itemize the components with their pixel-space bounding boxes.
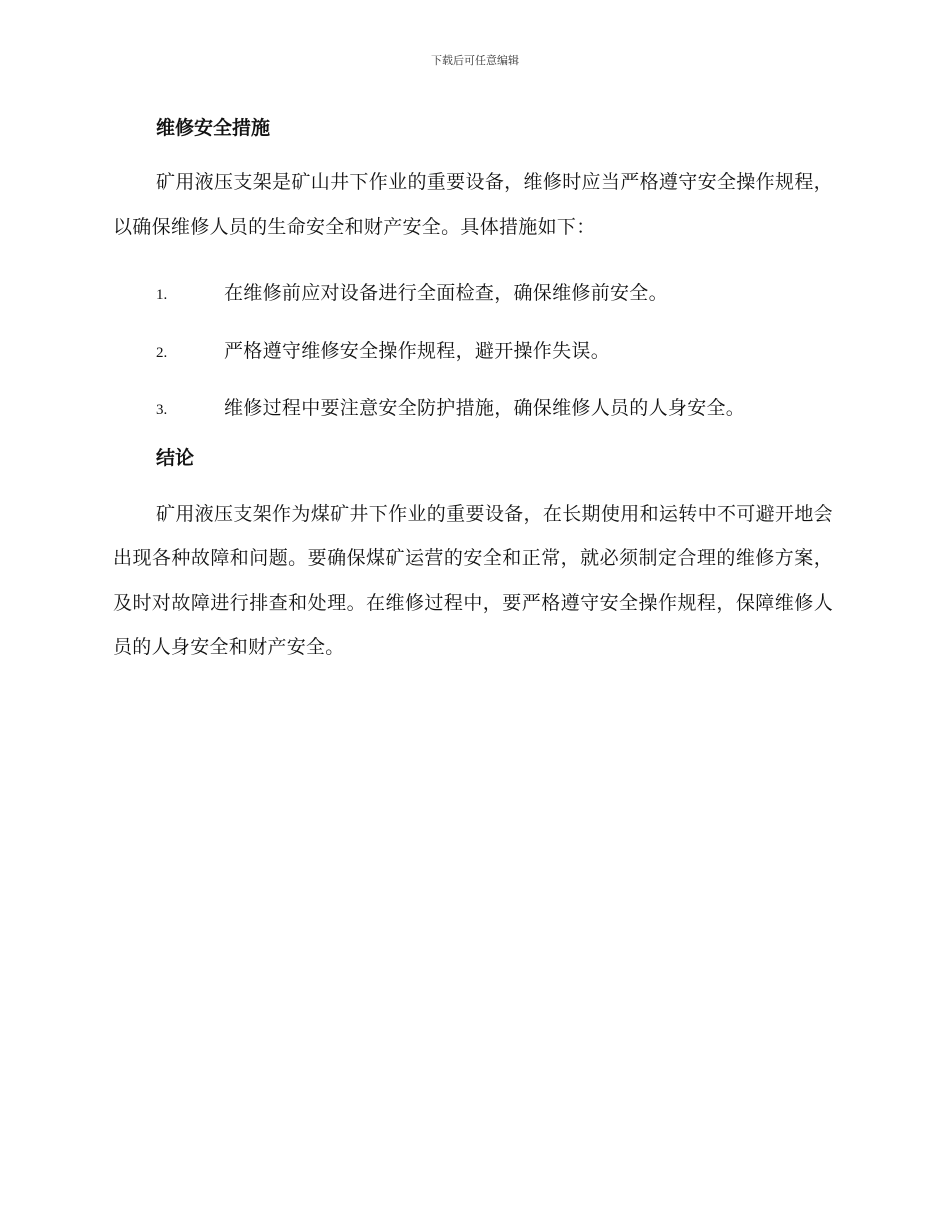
list-item	[113, 265, 833, 323]
section-heading-safety: 维修安全措施	[156, 117, 271, 139]
document-content	[113, 110, 833, 670]
list-item-number: 1.	[156, 287, 168, 303]
list-item-text: 维修过程中要注意安全防护措施，确保维修人员的人身安全。	[224, 397, 746, 419]
list-item-text: 严格遵守维修安全操作规程，避开操作失误。	[224, 339, 611, 362]
header-note: 下载后可任意编辑	[431, 54, 519, 67]
list-item	[113, 323, 833, 381]
list-item-text: 在维修前应对设备进行全面检查，确保维修前安全。	[224, 282, 668, 304]
safety-intro-paragraph: 矿用液压支架是矿山井下作业的重要设备，维修时应当严格遵守安全操作规程，以确保维修人员的生命安全和财产安全。具体措施如下：	[113, 171, 833, 238]
safety-measures-list	[113, 265, 833, 438]
list-item-number: 3.	[156, 402, 168, 418]
conclusion-paragraph: 矿用液压支架作为煤矿井下作业的重要设备，在长期使用和运转中不可避开地会出现各种故障和问题。要确保煤矿运营的安全和正常，就必须制定合理的维修方案，及时对故障进行排查和处理。在维修过程中，要严格遵守安全操作规程，保障维修人员的人身安全和财产安全。	[113, 502, 833, 658]
list-item-number: 2.	[156, 344, 168, 361]
section-heading-conclusion: 结论	[156, 446, 195, 469]
list-item	[113, 380, 833, 438]
